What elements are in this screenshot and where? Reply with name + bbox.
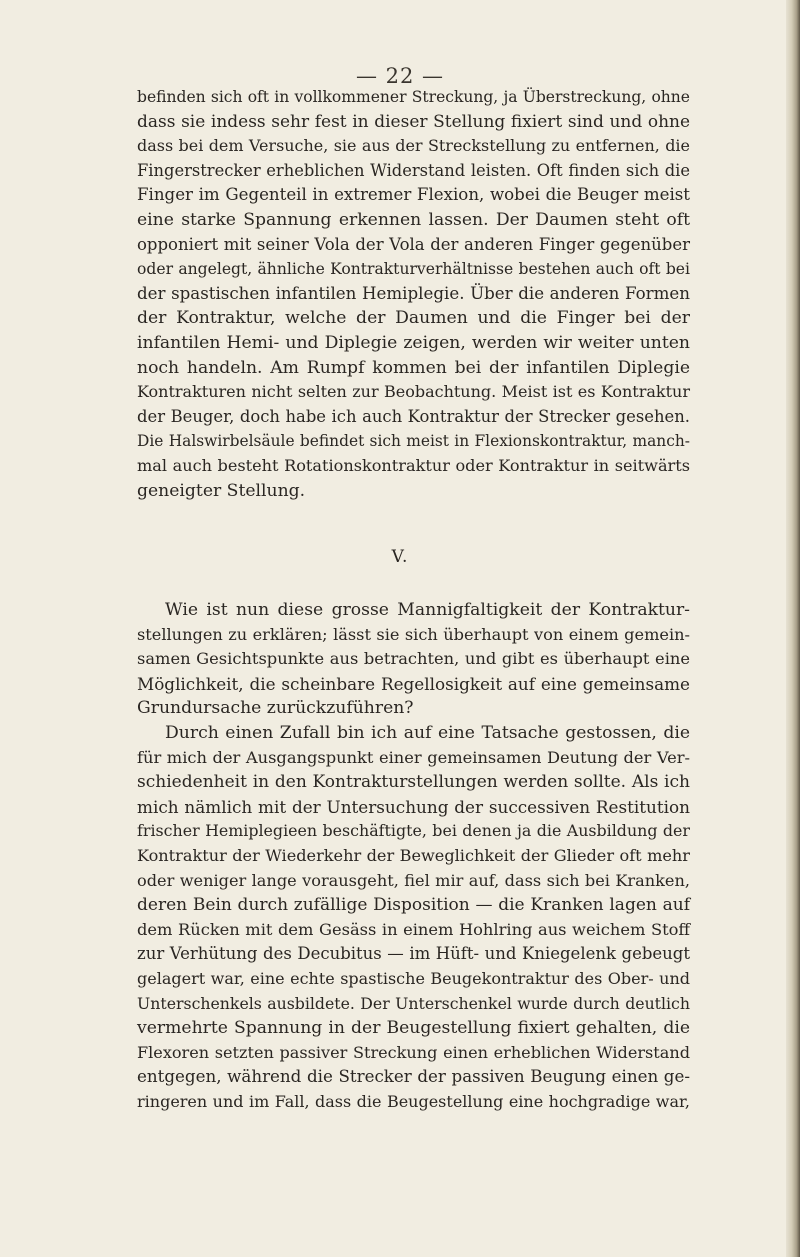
text-line: der Beuger, doch habe ich auch Kontraktur der Strecker gesehen. bbox=[137, 406, 690, 426]
text-line: Grundursache zurückzuführen? bbox=[137, 698, 414, 719]
text-line: dem Rücken mit dem Gesäss in einem Hohlring aus weichem Stoff bbox=[137, 919, 690, 939]
text-line: Finger im Gegenteil in extremer Flexion, wobei die Beuger meist bbox=[137, 185, 690, 205]
text-line: deren Bein durch zufällige Disposition — die Kranken lagen auf bbox=[137, 895, 690, 916]
paragraph-observation bbox=[137, 721, 690, 1115]
text-line: ringeren und im Fall, dass die Beugestellung eine hochgradige war, bbox=[137, 1091, 690, 1111]
text-line: Möglichkeit, die scheinbare Regellosigkeit auf eine gemeinsame bbox=[137, 673, 690, 694]
text-line: Kontraktur der Wiederkehr der Beweglichkeit der Glieder oft mehr bbox=[137, 845, 690, 865]
text-line: Unterschenkels ausbildete. Der Unterschenkel wurde durch deutlich bbox=[137, 993, 690, 1013]
text-line: der spastischen infantilen Hemiplegie. Über die anderen Formen bbox=[137, 283, 690, 303]
text-line: Wie ist nun diese grosse Mannigfaltigkeit der Kontraktur- bbox=[165, 600, 690, 620]
text-line: samen Gesichtspunkte aus betrachten, und gibt es überhaupt eine bbox=[137, 649, 690, 669]
text-line: Die Halswirbelsäule befindet sich meist in Flexionskontraktur, manch- bbox=[137, 432, 690, 451]
page-edge-shadow bbox=[786, 0, 800, 1257]
text-line: geneigter Stellung. bbox=[137, 480, 306, 501]
text-line: schiedenheit in den Kontrakturstellungen werden sollte. Als ich bbox=[137, 772, 690, 793]
text-line: gelagert war, eine echte spastische Beugekontraktur des Ober- und bbox=[137, 968, 690, 988]
text-line: befinden sich oft in vollkommener Streckung, ja Überstreckung, ohne bbox=[137, 88, 690, 106]
text-line: Durch einen Zufall bin ich auf eine Tatsache gestossen, die bbox=[165, 723, 690, 743]
text-line: frischer Hemiplegieen beschäftigte, bei denen ja die Ausbildung der bbox=[137, 821, 690, 841]
text-line: Flexoren setzten passiver Streckung einen erheblichen Widerstand bbox=[137, 1042, 690, 1062]
text-line: noch handeln. Am Rumpf kommen bei der infantilen Diplegie bbox=[137, 357, 690, 378]
text-line: eine starke Spannung erkennen lassen. Der Daumen steht oft bbox=[137, 209, 690, 230]
text-line: mal auch besteht Rotationskontraktur oder Kontraktur in seitwärts bbox=[137, 455, 690, 475]
paragraph-continuation bbox=[137, 85, 690, 503]
text-line: infantilen Hemi- und Diplegie zeigen, werden wir weiter unten bbox=[137, 332, 690, 353]
section-heading: V. bbox=[391, 547, 409, 567]
paragraph-question bbox=[137, 598, 690, 721]
text-line: oder angelegt, ähnliche Kontrakturverhältnisse bestehen auch oft bei bbox=[137, 260, 690, 279]
text-line: für mich der Ausgangspunkt einer gemeinsamen Deutung der Ver- bbox=[137, 747, 690, 767]
text-line: zur Verhütung des Decubitus — im Hüft- und Kniegelenk gebeugt bbox=[137, 944, 690, 964]
text-line: opponiert mit seiner Vola der Vola der anderen Finger gegenüber bbox=[137, 234, 690, 254]
page-number: — 22 — bbox=[355, 64, 445, 88]
text-line: mich nämlich mit der Untersuchung der successiven Restitution bbox=[137, 796, 690, 817]
text-line: Fingerstrecker erheblichen Widerstand leisten. Oft finden sich die bbox=[137, 160, 690, 180]
text-line: entgegen, während die Strecker der passiven Beugung einen ge- bbox=[137, 1067, 690, 1087]
text-line: oder weniger lange vorausgeht, fiel mir auf, dass sich bei Kranken, bbox=[137, 870, 690, 890]
text-line: vermehrte Spannung in der Beugestellung fixiert gehalten, die bbox=[137, 1018, 690, 1039]
text-line: Kontrakturen nicht selten zur Beobachtung. Meist ist es Kontraktur bbox=[137, 382, 690, 402]
text-line: dass sie indess sehr fest in dieser Stellung fixiert sind und ohne bbox=[137, 111, 690, 132]
text-line: stellungen zu erklären; lässt sie sich überhaupt von einem gemein- bbox=[137, 624, 690, 644]
text-line: der Kontraktur, welche der Daumen und die Finger bei der bbox=[137, 308, 690, 329]
text-line: dass bei dem Versuche, sie aus der Streckstellung zu entfernen, die bbox=[137, 136, 690, 156]
